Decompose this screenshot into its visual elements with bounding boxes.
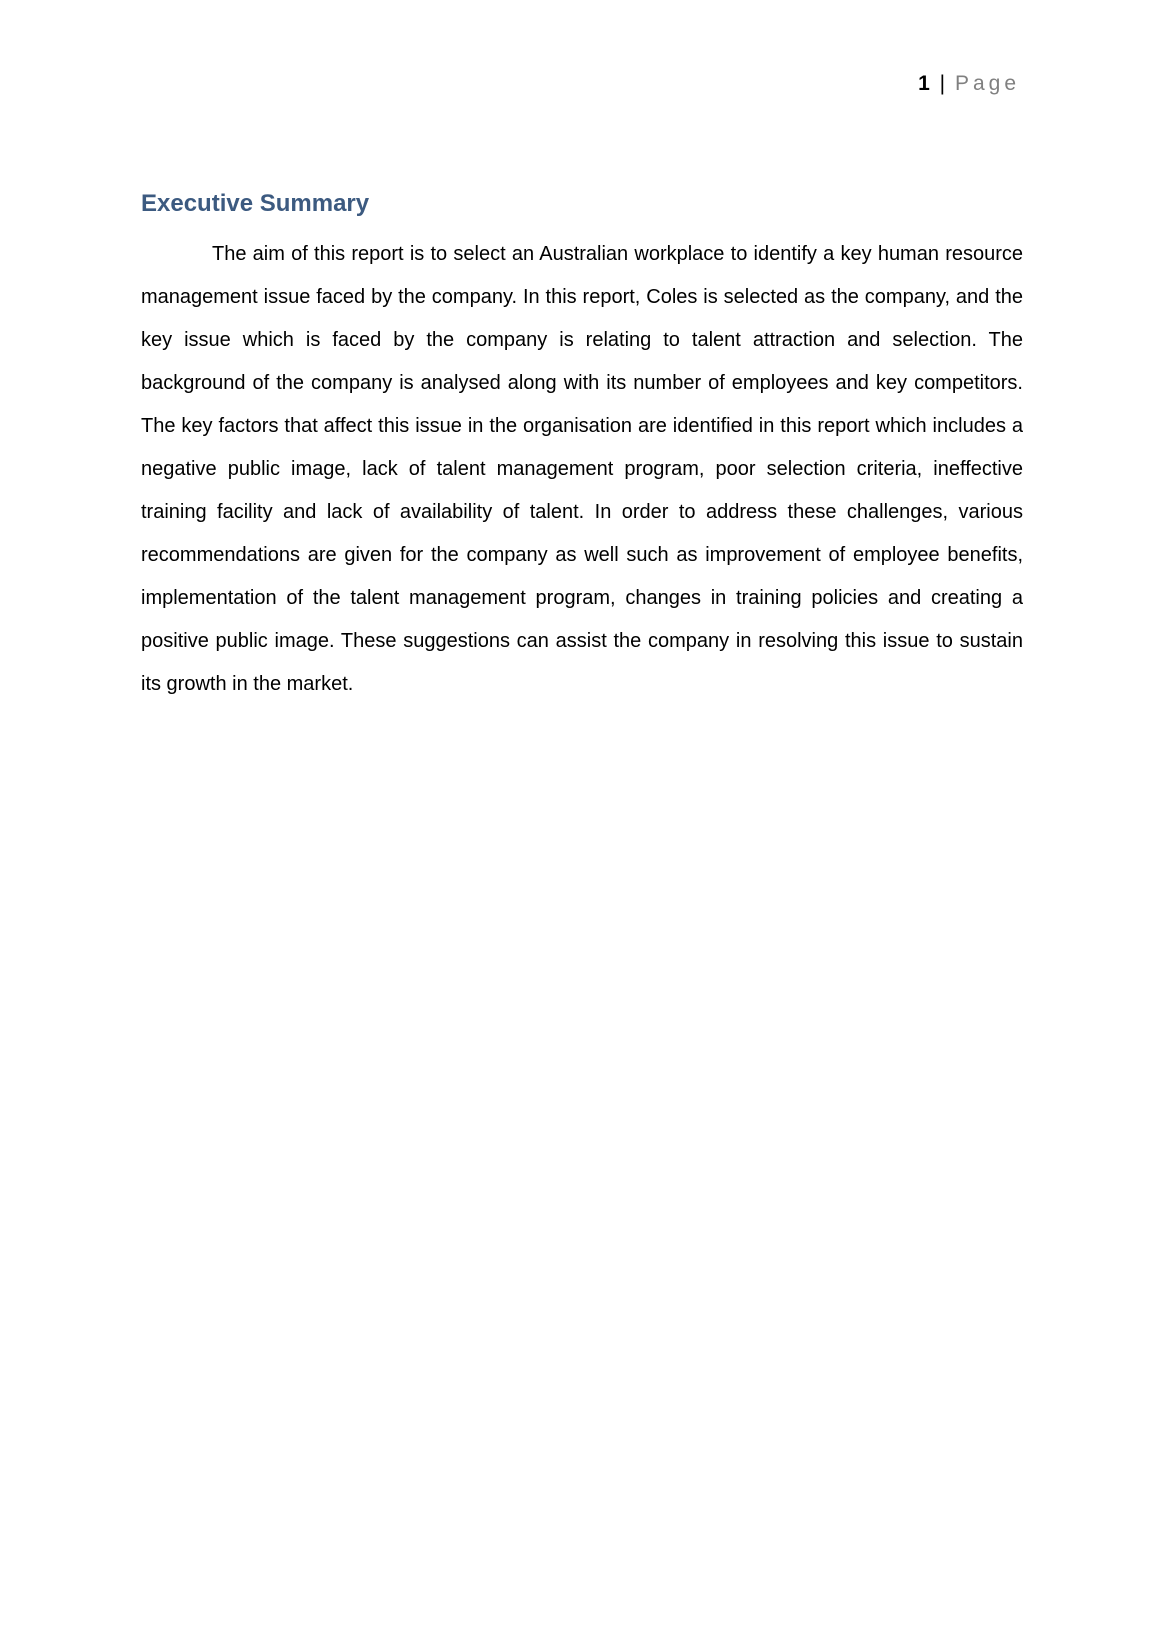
section-title: Executive Summary <box>141 190 370 217</box>
page-header <box>918 70 1020 98</box>
page-label: Page <box>954 72 1020 95</box>
page-number: 1 <box>918 72 930 95</box>
page-separator: | <box>939 72 946 95</box>
summary-paragraph: The aim of this report is to select an Australian workplace to identify a key human resource management issue faced by the company. In this report, Coles is selected as the company, and the key issue which is faced by the company is relating to talent attraction and selection. The background of the company is analysed along with its number of employees and key competitors. The key factors that affect this issue in the organisation are identified in this report which includes a negative public image, lack of talent management program, poor selection criteria, ineffective training facility and lack of availability of talent. In order to address these challenges, various recommendations are given for the company as well such as improvement of employee benefits, implementation of the talent management program, changes in training policies and creating a positive public image. These suggestions can assist the company in resolving this issue to sustain its growth in the market. <box>141 243 1023 695</box>
